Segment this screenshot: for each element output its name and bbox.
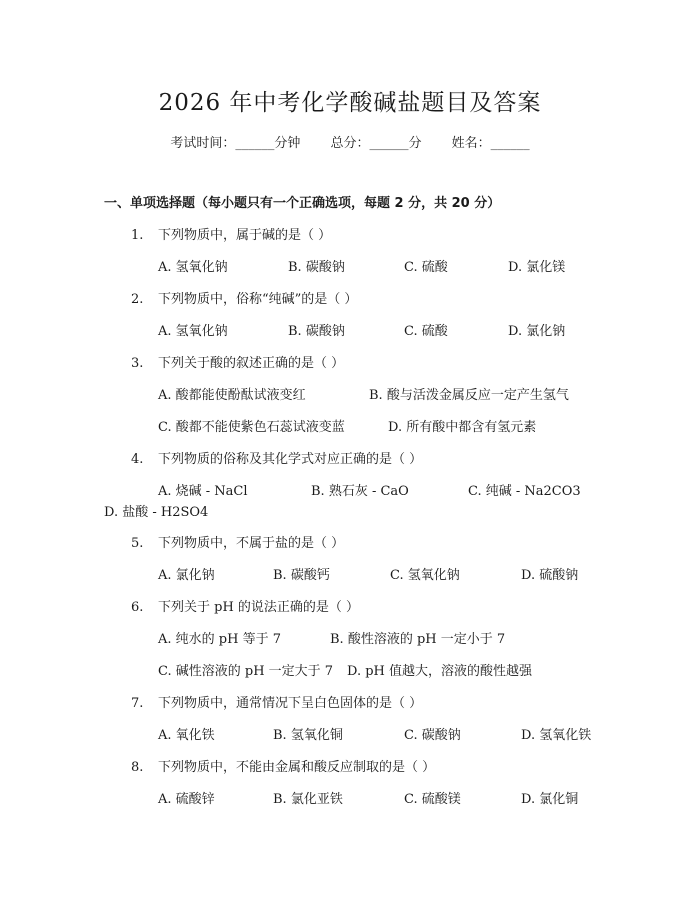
- question-number: 4.: [131, 452, 144, 467]
- option-c: C. 碳酸钠: [404, 728, 461, 743]
- question-3: [131, 352, 344, 371]
- option-a: A. 硫酸锌: [158, 792, 215, 807]
- option-a: A. 氢氧化钠: [158, 324, 228, 339]
- question-8: [131, 756, 435, 775]
- option-b: B. 氢氧化铜: [273, 728, 343, 743]
- option-a: A. 烧碱 - NaCl: [158, 484, 248, 499]
- option-d: D. 硫酸钠: [521, 568, 579, 583]
- option-b: B. 氯化亚铁: [273, 792, 343, 807]
- question-text: 下列关于 pH 的说法正确的是（ ）: [158, 600, 360, 615]
- option-c: C. 碱性溶液的 pH 一定大于 7: [158, 664, 334, 679]
- question-2: [131, 288, 357, 307]
- question-number: 5.: [131, 536, 144, 551]
- option-d: D. 氯化钠: [508, 324, 566, 339]
- option-d: D. 氯化镁: [508, 260, 566, 275]
- question-number: 7.: [131, 696, 144, 711]
- option-c: C. 硫酸镁: [404, 792, 461, 807]
- question-text: 下列物质中，通常情况下呈白色固体的是（ ）: [158, 696, 423, 711]
- question-text: 下列物质中，不属于盐的是（ ）: [158, 536, 345, 551]
- option-b: B. 碳酸钠: [288, 324, 345, 339]
- option-b: B. 酸性溶液的 pH 一定小于 7: [330, 632, 506, 647]
- question-text: 下列物质中，俗称“纯碱”的是（ ）: [158, 292, 358, 307]
- option-a: A. 酸都能使酚酞试液变红: [158, 388, 306, 403]
- option-b: B. 碳酸钠: [288, 260, 345, 275]
- question-6: [131, 596, 359, 615]
- question-number: 3.: [131, 356, 144, 371]
- option-d: D. 盐酸 - H2SO4: [104, 505, 209, 520]
- page-title: 2026 年中考化学酸碱盐题目及答案: [158, 90, 542, 116]
- option-a: A. 氧化铁: [158, 728, 215, 743]
- option-b: B. 碳酸钙: [273, 568, 330, 583]
- question-7: [131, 692, 422, 711]
- exam-meta: [0, 132, 700, 151]
- question-number: 8.: [131, 760, 144, 775]
- option-c: C. 硫酸: [404, 260, 448, 275]
- question-text: 下列物质中，不能由金属和酸反应制取的是（ ）: [158, 760, 436, 775]
- option-b: B. 酸与活泼金属反应一定产生氢气: [369, 388, 569, 403]
- option-b: B. 熟石灰 - CaO: [311, 484, 409, 499]
- question-number: 1.: [131, 228, 144, 243]
- question-4: [131, 448, 422, 467]
- option-c: C. 氢氧化钠: [390, 568, 460, 583]
- option-a: A. 纯水的 pH 等于 7: [158, 632, 281, 647]
- question-text: 下列物质的俗称及其化学式对应正确的是（ ）: [158, 452, 423, 467]
- question-text: 下列物质中，属于碱的是（ ）: [158, 228, 332, 243]
- option-a: A. 氢氧化钠: [158, 260, 228, 275]
- question-5: [131, 532, 344, 551]
- exam-time-field: 考试时间：______分钟: [170, 136, 301, 151]
- option-d: D. 氢氧化铁: [521, 728, 592, 743]
- total-score-field: 总分：______分: [330, 136, 422, 151]
- option-c: C. 酸都不能使紫色石蕊试液变蓝: [158, 420, 345, 435]
- option-c: C. 硫酸: [404, 324, 448, 339]
- option-d: D. pH 值越大，溶液的酸性越强: [347, 664, 533, 679]
- option-a: A. 氯化钠: [158, 568, 215, 583]
- question-number: 2.: [131, 292, 144, 307]
- section-heading: 一、单项选择题（每小题只有一个正确选项，每题 2 分，共 20 分）: [104, 196, 501, 211]
- student-name-field: 姓名：______: [451, 136, 530, 151]
- question-text: 下列关于酸的叙述正确的是（ ）: [158, 356, 345, 371]
- question-number: 6.: [131, 600, 144, 615]
- option-d: D. 氯化铜: [521, 792, 579, 807]
- question-1: [131, 224, 331, 243]
- option-d: D. 所有酸中都含有氢元素: [388, 420, 537, 435]
- option-c: C. 纯碱 - Na2CO3: [468, 484, 581, 499]
